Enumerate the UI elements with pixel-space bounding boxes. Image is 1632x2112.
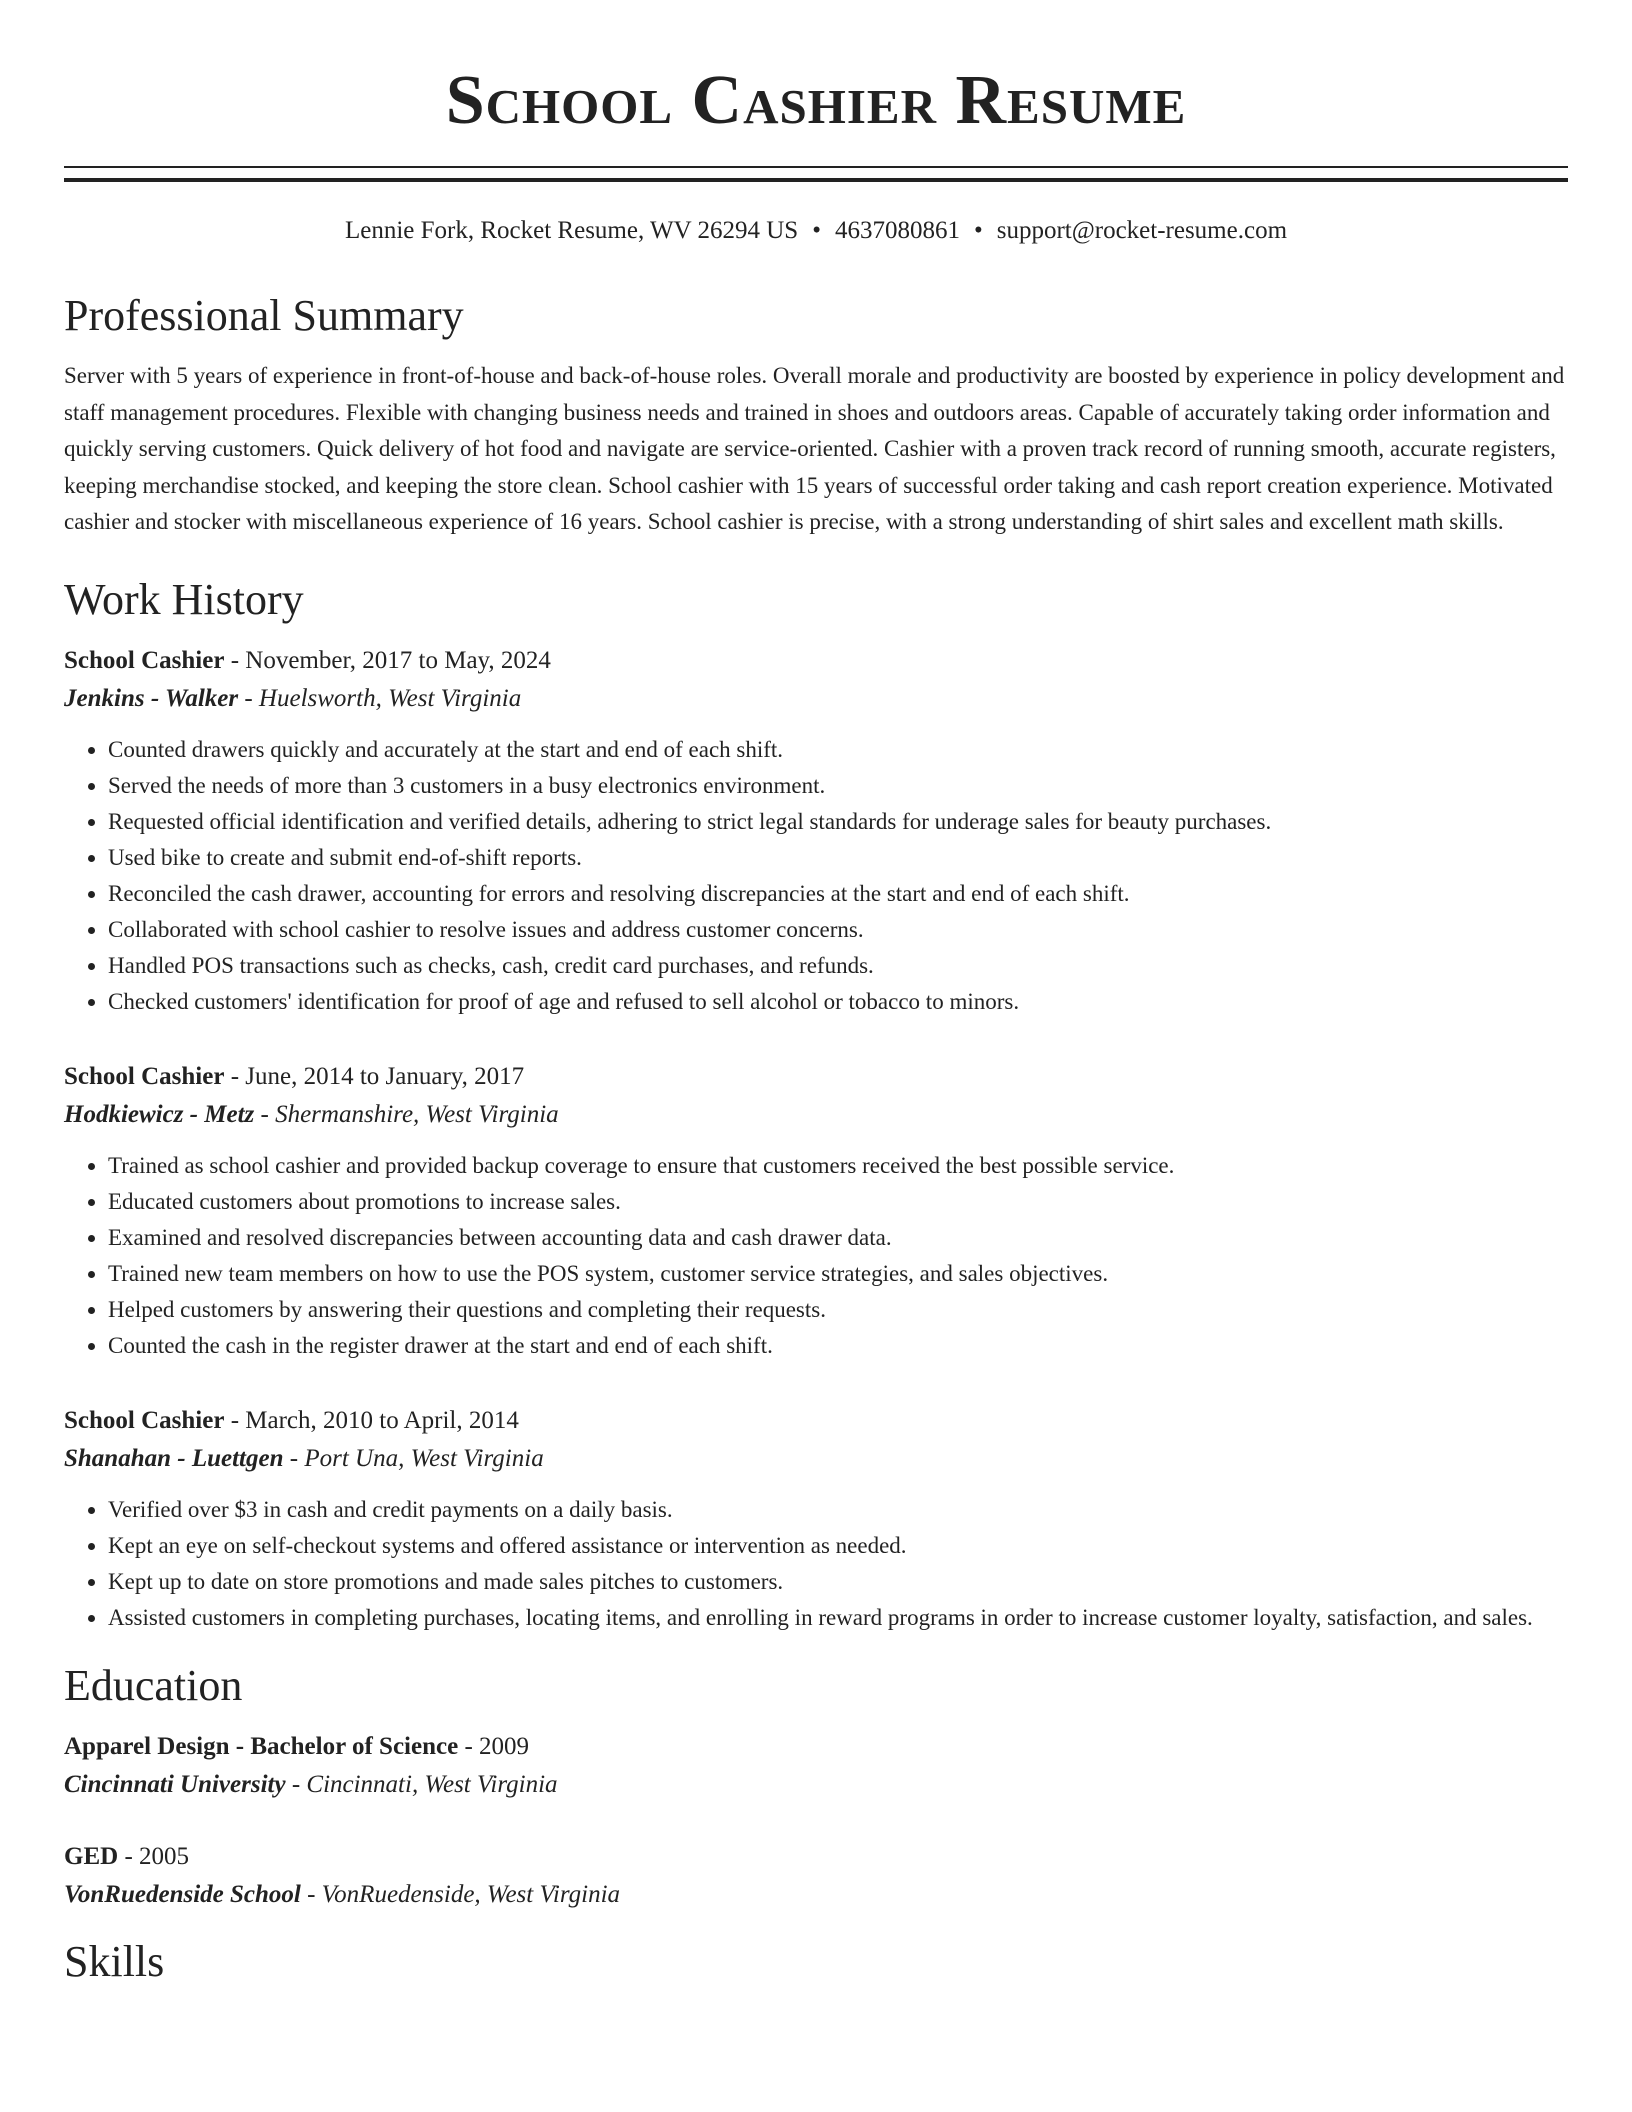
job-duty: • Requested official identification and verified details, adhering to strict legal standards for underage sales for beauty purchases. [108,804,1568,840]
job-duties-list [64,1148,1568,1364]
education-school: Cincinnati University [64,1770,286,1798]
job-title: School Cashier [64,1062,225,1090]
job-duty: • Assisted customers in completing purchases, locating items, and enrolling in reward programs in order to increase customer loyalty, satisfaction, and sales. [108,1600,1568,1636]
job-entry [64,1402,1568,1636]
job-dates: - March, 2010 to April, 2014 [224,1406,519,1434]
summary-heading: Professional Summary [64,291,464,340]
education-location: - Cincinnati, West Virginia [285,1770,558,1798]
contact-address: Lennie Fork, Rocket Resume, WV 26294 US [344,217,799,244]
job-duties-list [64,1492,1568,1636]
job-duty: • Collaborated with school cashier to resolve issues and address customer concerns. [108,912,1568,948]
job-company-line [64,1096,1568,1134]
education-degree: Apparel Design - Bachelor of Science [64,1732,459,1760]
job-company: Hodkiewicz - Metz [64,1100,255,1128]
job-duty: • Counted the cash in the register drawer at the start and end of each shift. [108,1328,1568,1364]
job-title: School Cashier [64,646,225,674]
education-school: VonRuedenside School [64,1880,301,1908]
education-school-line [64,1876,1568,1914]
job-duty: • Helped customers by answering their questions and completing their requests. [108,1292,1568,1328]
job-location: - Port Una, West Virginia [283,1444,544,1472]
job-dates: - November, 2017 to May, 2024 [224,646,551,674]
job-duty: • Used bike to create and submit end-of-shift reports. [108,840,1568,876]
education-degree-line [64,1838,1568,1876]
education-location: - VonRuedenside, West Virginia [300,1880,621,1908]
job-duty: • Handled POS transactions such as checks, cash, credit card purchases, and refunds. [108,948,1568,984]
work-history-heading: Work History [64,574,304,624]
job-duty: • Kept up to date on store promotions and made sales pitches to customers. [108,1564,1568,1600]
resume-title: School Cashier Resume [445,62,1187,139]
education-entry [64,1728,1568,1804]
job-duty: • Trained as school cashier and provided backup coverage to ensure that customers received the best possible service. [108,1148,1568,1184]
contact-separator: • [812,217,821,244]
education-degree: GED [64,1842,119,1870]
contact-line [64,213,1568,249]
contact-separator: • [973,217,983,244]
job-duty: • Examined and resolved discrepancies between accounting data and cash drawer data. [108,1220,1568,1256]
job-title-line [64,642,1568,680]
job-duty: • Kept an eye on self-checkout systems and offered assistance or intervention as needed. [108,1528,1568,1564]
education-entry [64,1838,1568,1914]
education-year: - 2009 [458,1732,530,1760]
job-entry [64,642,1568,1020]
job-title-line [64,1058,1568,1096]
education-degree-line [64,1728,1568,1766]
summary-section [64,288,1568,541]
education-year: - 2005 [118,1842,190,1870]
job-company-line [64,680,1568,718]
title-divider [64,166,1568,182]
job-duty: • Served the needs of more than 3 customers in a busy electronics environment. [108,768,1568,804]
education-heading: Education [64,1660,243,1710]
job-duty: • Verified over $3 in cash and credit payments on a daily basis. [108,1492,1568,1528]
skills-section [64,1934,1568,1990]
job-entry [64,1058,1568,1364]
skills-heading: Skills [64,1936,165,1986]
job-duty: • Educated customers about promotions to increase sales. [108,1184,1568,1220]
job-company-line [64,1440,1568,1478]
job-duties-list [64,732,1568,1020]
summary-text: Server with 5 years of experience in front-of-house and back-of-house roles. Overall morale and productivity are boosted by experience in policy development and staff management procedures. Flexible with changing business needs and trained in shoes and outdoors areas. Capable of accurately taking order information and quickly serving customers. Quick delivery of hot food and navigate are service-oriented. Cashier with a proven track record of running smooth, accurate registers, keeping merchandise stocked, and keeping the store clean. School cashier with 15 years of successful order taking and cash report creation experience. Motivated cashier and stocker with miscellaneous experience of 16 years. School cashier is precise, with a strong understanding of shirt sales and excellent math skills. [64,363,1565,534]
education-section [64,1658,1568,1914]
job-dates: - June, 2014 to January, 2017 [224,1062,525,1090]
job-title-line [64,1402,1568,1440]
job-location: - Huelsworth, West Virginia [238,684,522,712]
job-location: - Shermanshire, West Virginia [254,1100,559,1128]
job-company: Jenkins - Walker [64,684,239,712]
job-duty: • Trained new team members on how to use the POS system, customer service strategies, and sales objectives. [108,1256,1568,1292]
job-duty: • Counted drawers quickly and accurately at the start and end of each shift. [108,732,1568,768]
contact-email: support@rocket-resume.com [996,217,1288,244]
work-history-section [64,572,1568,1636]
job-company: Shanahan - Luettgen [64,1444,284,1472]
education-school-line [64,1766,1568,1804]
contact-phone: 4637080861 [834,217,960,244]
job-title: School Cashier [64,1406,225,1434]
job-duty: • Checked customers' identification for proof of age and refused to sell alcohol or tobacco to minors. [108,984,1568,1020]
job-duty: • Reconciled the cash drawer, accounting for errors and resolving discrepancies at the start and end of each shift. [108,876,1568,912]
